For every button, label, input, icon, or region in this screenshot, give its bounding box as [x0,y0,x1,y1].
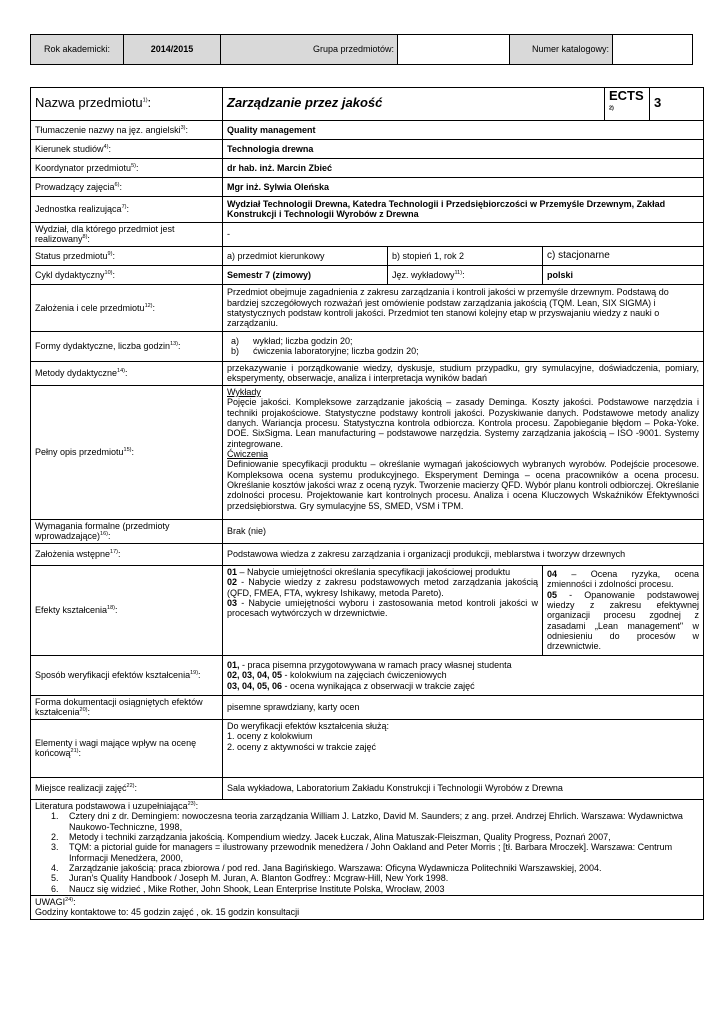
zalozenia-wstepne-label: Założenia wstępne$^{17)}$: [31,543,223,565]
grupa-label: Grupa przedmiotów: [221,35,398,65]
opis-value [223,385,704,519]
forma-label: Forma dokumentacji osiągniętych efektów kształcenia$^{20)}$: [31,695,223,719]
literatura-item: 5. Juran's Quality Handbook / Joseph M. Juran, A. Blanton Godfrey.: Mcgraw-Hill, New York 1998. [61,873,699,883]
efekty-left [223,565,543,655]
jednostka-value: Wydział Technologii Drewna, Katedra Technologii i Przedsiębiorczości w Przemyśle Drzewnym, Zakład Konstrukcji i Technologii Wyrobów z Drewna [223,196,704,222]
forma-value: pisemne sprawdziany, karty ocen [223,695,704,719]
elementy-item: 1. oceny z kolokwium [227,731,313,742]
row-elementy [31,719,704,777]
koordynator-value: dr hab. inż. Marcin Zbieć [223,158,704,177]
grupa-value [398,35,510,65]
efekty-right [543,565,704,655]
metody-label: Metody dydaktyczne$^{14)}$: [31,361,223,385]
uwagi-label: UWAGI$^{24)}$: [35,896,76,907]
zalozenia-value: Przedmiot obejmuje zagadnienia z zakresu zarządzania i kontroli jakości w przemyśle drzewnym. Podstawą do bardziej szczegółowych rozważań jest omówienie podstaw zarządzania jakością (TQM. Lean, SIX SIGMA) i statystycznych podstaw kontroli jakości. Przedmiot ten stanowi kolejny etap w przyswajaniu wiedzy z nauki o zarządzaniu. [223,284,704,331]
row-tlumaczenie [31,120,704,139]
elementy-item: 2. oceny z aktywności w trakcie zajęć [227,741,377,752]
row-wymagania [31,519,704,543]
header-table [30,34,693,65]
cwiczenia-text: Definiowanie specyfikacji produktu – określanie wymagań jakościowych wybranych wyrobów. Podejście procesowe. Kompleksowa ocena systemu produkcyjnego. Eksperyment Deminga – ocena pracowników a ocena procesu. Określanie kosztów jakości wraz z oceną ryzyk. Tworzenie macierzy QFD. Wybór planu kontroli odbiorczej. Określanie zdolności procesu. Projektowanie kart kontrolnych procesu. Analiza i ocena Kluczowych Wskaźników Efektywności przedsiębiorstwa. Gry symulacyjne 5S, SMED, VSM i TPM. [227,459,699,511]
row-forma [31,695,704,719]
numer-value [613,35,693,65]
jez-label: Jęz. wykładowy$^{11)}$: [388,265,543,284]
efekt-item: 04 – Ocena ryzyka, ocena zmienności i zdolności procesu. [547,569,699,590]
status-b: b) stopień 1, rok 2 [388,246,543,265]
nazwa-label: Nazwa przedmiotu$^{1)}$: [31,88,223,121]
row-prowadzacy [31,177,704,196]
opis-label: Pełny opis przedmiotu$^{15)}$: [31,385,223,519]
ects-label: ECTS $^{2)}$ [605,88,650,121]
efekt-item: 01 – Nabycie umiejętności określania specyfikacji jakościowej produktu [227,566,511,577]
cykl-value: Semestr 7 (zimowy) [223,265,388,284]
numer-label: Numer katalogowy: [510,35,613,65]
row-literatura [31,799,704,895]
uwagi-value: Godziny kontaktowe to: 45 godzin zajęć , ok. 15 godzin konsultacji [35,907,300,918]
tlumaczenie-value: Quality management [223,120,704,139]
miejsce-value: Sala wykładowa, Laboratorium Zakładu Konstrukcji i Technologii Wyrobów z Drewna [223,777,704,799]
miejsce-label: Miejsce realizacji zajęć$^{22)}$: [31,777,223,799]
row-efekty [31,565,704,655]
wymagania-label: Wymagania formalne (przedmioty wprowadzające)$^{16)}$: [31,519,223,543]
formy-value [223,331,704,361]
sposob-label: Sposób weryfikacji efektów kształcenia$^{19)}$: [31,655,223,695]
formy-a: wykład; liczba godzin 20; [253,336,353,347]
kierunek-value: Technologia drewna [223,139,704,158]
row-zalozenia [31,284,704,331]
literatura-item: 2. Metody i techniki zarządzania jakością. Kompendium wiedzy. Jacek Łuczak, Alina Matuszak-Fleiszman, Quality Progress, Poznań 2007, [61,832,699,842]
zalozenia-wstepne-value: Podstawowa wiedza z zakresu zarządzania i organizacji produkcji, meblarstwa i tworzyw drzewnych [223,543,704,565]
status-c: c) stacjonarne [543,246,704,265]
literatura-item: 3. TQM: a pictorial guide for managers = ilustrowany przewodnik menedżera / John Oakland and Peter Morris ; [tł. Barbara Mroczek]. Warszawa: Centrum Informacji Menedżera, 2000, [61,842,699,863]
wymagania-value: Brak (nie) [223,519,704,543]
rok-value: 2014/2015 [124,35,221,65]
row-sposob [31,655,704,695]
elementy-intro: Do weryfikacji efektów kształcenia służą: [227,720,390,731]
prowadzacy-label: Prowadzący zajęcia$^{6)}$: [31,177,223,196]
efekty-label: Efekty kształcenia$^{18)}$: [31,565,223,655]
prowadzacy-value: Mgr inż. Sylwia Oleńska [223,177,704,196]
metody-value: przekazywanie i porządkowanie wiedzy, dyskusje, studium przypadku, gry symulacyjne, doświadczenia, pomiary, eksperymenty, obserwacje, analiza i interpretacja wyników badań [223,361,704,385]
row-zalozenia-wstepne [31,543,704,565]
zalozenia-label: Założenia i cele przedmiotu$^{12)}$: [31,284,223,331]
wydzial-value: - [223,222,704,246]
sposob-line: 03, 04, 05, 06 - ocena wynikająca z obserwacji w trakcie zajęć [227,680,475,691]
jez-value: polski [543,265,704,284]
row-opis [31,385,704,519]
literatura-cell [31,799,704,895]
row-wydzial [31,222,704,246]
jednostka-label: Jednostka realizująca$^{7)}$: [31,196,223,222]
elementy-value [223,719,704,777]
row-uwagi [31,895,704,919]
sposob-value [223,655,704,695]
uwagi-cell [31,895,704,919]
formy-b-tag: b) [231,346,240,357]
literatura-item: 6. Naucz się widzieć , Mike Rother, John Shook, Lean Enterprise Institute Polska, Wrocław, 2003 [61,884,699,894]
formy-label: Formy dydaktyczne, liczba godzin$^{13)}$: [31,331,223,361]
rok-label: Rok akademicki: [31,35,124,65]
formy-a-tag: a) [231,336,240,347]
status-label: Status przedmiotu$^{9)}$: [31,246,223,265]
cykl-label: Cykl dydaktyczny$^{10)}$: [31,265,223,284]
literatura-label: Literatura podstawowa i uzupełniająca$^{23)}$: [35,800,199,811]
sposob-line: 02, 03, 04, 05 - kolokwium na zajęciach ćwiczeniowych [227,670,447,681]
wyklady-title: Wykłady [227,386,261,397]
sposob-line: 01, - praca pisemna przygotowywana w ramach pracy własnej studenta [227,659,512,670]
cwiczenia-title: Ćwiczenia [227,448,269,459]
row-jednostka [31,196,704,222]
row-nazwa [31,88,704,121]
status-a: a) przedmiot kierunkowy [223,246,388,265]
literatura-list [35,811,699,894]
efekt-item: 03 - Nabycie umiejętności wyboru i zastosowania metod kontroli jakości w procesach wytwórczych w drzewnictwie. [227,597,538,619]
row-cykl [31,265,704,284]
efekt-item: 02 - Nabycie wiedzy z zakresu podstawowych metod zarządzania jakością (QFD, FMEA, FTA, wykresy Ishikawy, metoda Pareto). [227,577,538,598]
elementy-label: Elementy i wagi mające wpływ na ocenę końcową$^{21)}$: [31,719,223,777]
row-kierunek [31,139,704,158]
wyklady-text: Pojęcie jakości. Kompleksowe zarządzanie jakością – zasady Deminga. Koszty jakości. Podstawowe narzędzia i techniki projakościowe. Statystyczne podstawy kontroli jakości. Pozyskiwanie danych. Podstawowe metody analizy danych. Wariancja procesu. Statystyczna kontrola odbiorcza. Kontrola procesu. Zapobieganie błędom – Poka-Yoke. DOE. SixSigma. Lean manufacturing – podstawowe narzędzia. Systemy zarządzania jakością – ISO -9001. Systemy zintegrowane. [227,397,699,449]
efekt-item: 05 - Opanowanie podstawowej wiedzy z zakresu efektywnej organizacji procesu zgodnej z zasadami „Lean management" w odniesieniu do procesów w drzewnictwie. [547,589,699,652]
row-metody [31,361,704,385]
row-formy [31,331,704,361]
nazwa-value: Zarządzanie przez jakość [223,88,605,121]
wydzial-label: Wydział, dla którego przedmiot jest realizowany$^{8)}$: [31,222,223,246]
koordynator-label: Koordynator przedmiotu$^{5)}$: [31,158,223,177]
ects-value: 3 [650,88,704,121]
tlumaczenie-label: Tłumaczenie nazwy na jęz. angielski$^{3)}$: [31,120,223,139]
row-status [31,246,704,265]
row-koordynator [31,158,704,177]
syllabus-table [30,87,704,920]
literatura-item: 4. Zarządzanie jakością: praca zbiorowa / pod red. Jana Bagińskiego. Warszawa: Oficyna Wydawnicza Politechniki Warszawskiej, 2004. [61,863,699,873]
literatura-item: 1. Cztery dni z dr. Demingiem: nowoczesna teoria zarządzania William J. Latzko, David M. Saunders; z ang. przeł. Andrzej Ehrlich. Warszawa: Wydawnictwa Naukowo-Techniczne, 1998, [61,811,699,832]
row-miejsce [31,777,704,799]
kierunek-label: Kierunek studiów$^{4)}$: [31,139,223,158]
formy-b: ćwiczenia laboratoryjne; liczba godzin 20; [253,346,419,357]
